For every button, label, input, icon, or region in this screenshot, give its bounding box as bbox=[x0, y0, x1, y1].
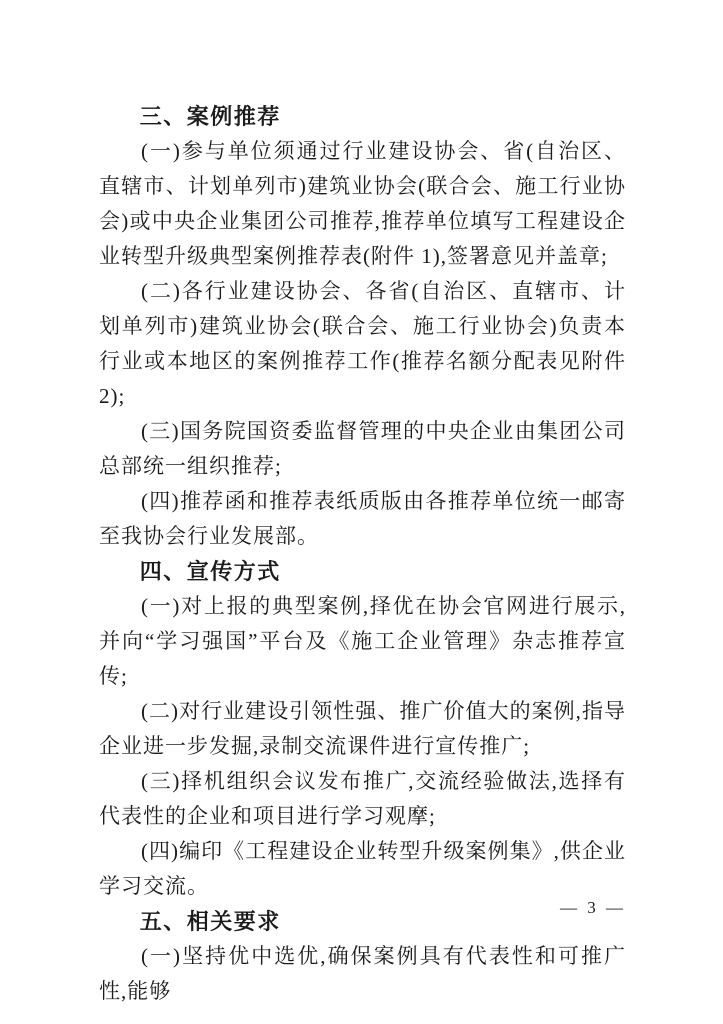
paragraph: (一)坚持优中选优,确保案例具有代表性和可推广性,能够 bbox=[99, 944, 626, 1003]
paragraph: (四)编印《工程建设企业转型升级案例集》,供企业学习交流。 bbox=[99, 839, 626, 898]
paragraph: (四)推荐函和推荐表纸质版由各推荐单位统一邮寄至我协会行业发展部。 bbox=[99, 489, 626, 548]
section-heading-publicity-methods: 四、宣传方式 bbox=[139, 559, 281, 584]
section-heading-case-recommendation: 三、案例推荐 bbox=[139, 104, 281, 129]
paragraph: (三)择机组织会议发布推广,交流经验做法,选择有代表性的企业和项目进行学习观摩; bbox=[99, 769, 626, 828]
page-number: — 3 — bbox=[560, 898, 626, 917]
section-heading-related-requirements: 五、相关要求 bbox=[139, 909, 281, 934]
paragraph: (一)对上报的典型案例,择优在协会官网进行展示,并向“学习强国”平台及《施工企业管理》杂志推荐宣传; bbox=[99, 594, 626, 688]
paragraph: (一)参与单位须通过行业建设协会、省(自治区、直辖市、计划单列市)建筑业协会(联合会、施工行业协会)或中央企业集团公司推荐,推荐单位填写工程建设企业转型升级典型案例推荐表(附件 1),签署意见并盖章; bbox=[99, 139, 626, 268]
paragraph: (二)对行业建设引领性强、推广价值大的案例,指导企业进一步发掘,录制交流课件进行宣传推广; bbox=[99, 699, 626, 758]
document-body bbox=[99, 99, 626, 1009]
paragraph: (三)国务院国资委监督管理的中央企业由集团公司总部统一组织推荐; bbox=[99, 419, 626, 478]
paragraph: (二)各行业建设协会、各省(自治区、直辖市、计划单列市)建筑业协会(联合会、施工行业协会)负责本行业或本地区的案例推荐工作(推荐名额分配表见附件 2); bbox=[99, 279, 626, 408]
